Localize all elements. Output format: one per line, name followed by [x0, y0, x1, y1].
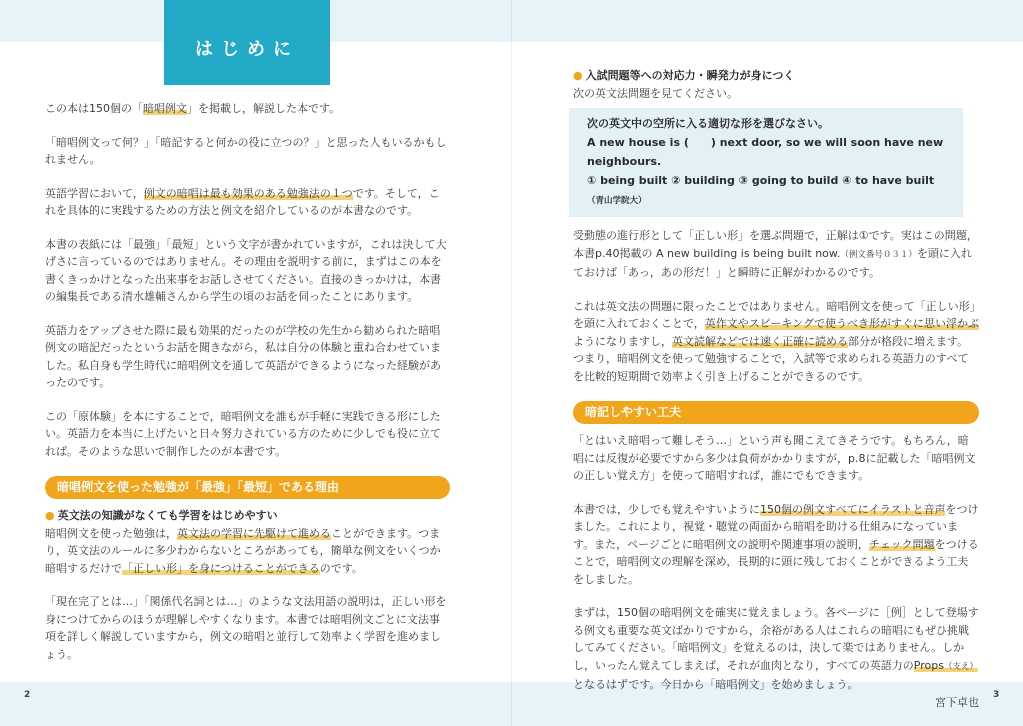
bullet-heading-grammar [45, 507, 450, 525]
bullet-dot-icon: ● [573, 69, 583, 82]
quiz-sentence: A new house is ( ) next door, so we will soon have new neighbours. [587, 136, 944, 168]
right-intro: 次の英文法問題を見てください。 [573, 86, 738, 100]
text-run: 英文法の学習に先駆けて進める [177, 526, 331, 540]
page-title: はじめに [164, 0, 330, 85]
left-page-column [45, 100, 450, 679]
text-run: を頭に入れておけば「あっ，あの形だ！」と瞬時に正解がわかるのです。 [573, 246, 972, 279]
left-paragraph-4: 本書の表紙には「最強」「最短」という文字が書かれていますが，これは決して大げさに言っているのではありません。その理由を説明する前に，まずはこの本を書くきっかけとなった出来事をお話しさせてください。直接のきっかけは，本書の編集長である清水雄輔さんから学生の頃のお話を伺ったことにあります。 [45, 237, 447, 303]
bullet-dot-icon: ● [45, 509, 55, 522]
left-paragraph-8: 「現在完了とは…」「関係代名詞とは…」のような文法用語の説明は，正しい形を身につけてからのほうが理解しやすくなります。本書では暗唱例文ごとに文法事項を詳しく解説していますから，例文の暗唱と並行して効率よく学習を進めましょう。 [45, 595, 447, 661]
right-paragraph-3: 「とはいえ暗唱って難しそう…」という声も聞こえてきそうです。もちろん，暗唱には反復が必要ですから多少は負荷がかかりますが，p.8に記載した「暗唱例文の正しい覚え方」を使って暗唱すれば，誰にでもできます。 [573, 434, 976, 482]
text-run: これは英文法の問題に限ったことではありません。暗唱例文を使って「正しい形」を頭に入れておくことで， [573, 299, 976, 330]
left-paragraph-1 [45, 100, 450, 118]
text-run: 」を掲載し，解説した本です。 [187, 102, 341, 115]
left-paragraph-5: 英語力をアップさせた際に最も効果的だったのが学校の先生から勧められた暗唱例文の暗記だったというお話を聞きながら，私は自分の体験と重ね合わせていました。私自身も学生時代に暗唱例文を通して英語ができるようになった経験があったのです。 [45, 323, 441, 389]
author-signature: 宮下卓也 [935, 695, 979, 709]
text-run: 英作文やスピーキングで使うべき形がすぐに思い浮かぶ [704, 317, 980, 330]
quiz-source: （青山学院大） [587, 196, 647, 206]
text-run: のです。 [319, 561, 363, 575]
text-run: 150個の例文すべてにイラストと音声 [760, 502, 946, 516]
text-run: 暗唱例文 [143, 102, 187, 115]
text-run: 受動態の進行形として「正しい形」を選ぶ問題で，正解は①です。実はこの問題，本書p.40掲載の A new building is being built now. [573, 229, 978, 260]
bullet-heading-text: 入試問題等への対応力・瞬発力が身につく [585, 69, 795, 82]
text-run: 暗唱例文を使った勉強は， [45, 526, 177, 540]
text-run: ようになりますし， [573, 334, 672, 348]
text-run: となるはずです。今日から「暗唱例文」を始めましょう。 [573, 678, 859, 691]
bullet-heading-text: 英文法の知識がなくても学習をはじめやすい [57, 509, 278, 522]
text-run: をつけました。これにより，視覚・聴覚の両面から暗唱を助ける仕組みになっています。また，ページごとに暗唱例文の説明や関連事項の説明， [573, 502, 979, 551]
text-run: 英語学習において， [45, 186, 144, 200]
quiz-box [569, 108, 963, 217]
left-paragraph-7 [45, 525, 450, 578]
text-run: です。そして，これを具体的に実践するための方法と例文を紹介しているのが本書なのです。 [45, 186, 440, 217]
text-run: Props [913, 658, 944, 672]
text-run: この本は150個の「 [45, 102, 143, 115]
text-run: をつけることで，暗唱例文の理解を深め，長期的に頭に残しておくことができるよう工夫をしました。 [573, 537, 979, 586]
page-number-right: 3 [993, 690, 1000, 700]
text-run: （支え） [943, 661, 978, 672]
text-run: （例文番号０３１） [840, 249, 917, 260]
right-paragraph-2 [573, 298, 979, 386]
right-page-column [573, 67, 979, 722]
text-run: 部分が格段に増えます。つまり，暗唱例文を使って勉強することで，入試等で求められる英語力のすべてを比較的短期間で効率よく引き上げることができるのです。 [573, 334, 969, 383]
quiz-choices: ① being built ② building ③ going to build ④ to have built [587, 174, 935, 187]
section-heading-reasons: 暗唱例文を使った勉強が「最強」「最短」である理由 [45, 476, 450, 499]
text-run: 英文読解などでは速く正確に読める [672, 334, 848, 348]
text-run: 「正しい形」を身につけることができる [122, 561, 320, 575]
section-heading-memorize: 暗記しやすい工夫 [573, 401, 979, 424]
left-paragraph-2: 「暗唱例文って何？」「暗記すると何かの役に立つの？」と思った人もいるかもしれません。 [45, 135, 447, 166]
right-paragraph-4 [573, 501, 979, 589]
page-number-left: 2 [24, 690, 31, 700]
page-gutter [511, 0, 512, 726]
right-paragraph-1 [573, 227, 979, 282]
right-paragraph-5 [573, 604, 979, 694]
bullet-heading-exam [573, 67, 979, 85]
left-paragraph-3 [45, 185, 450, 220]
quiz-choices-row [587, 171, 953, 211]
text-run: まずは，150個の暗唱例文を確実に覚えましょう。各ページに［例］として登場する例文も重要な英文ばかりですから，余裕がある人はこれらの暗唱にもぜひ挑戦してみてください。「暗唱例文」を覚えるのは，決して楽ではありません。しかし，いったん覚えてしまえば，それが血肉となり，すべての英語力の [573, 606, 979, 672]
text-run: 例文の暗唱は最も効果のある勉強法の１つ [143, 186, 353, 200]
quiz-instruction: 次の英文中の空所に入る適切な形を選びなさい。 [587, 117, 829, 130]
left-paragraph-6: この「原体験」を本にすることで，暗唱例文を誰もが手軽に実践できる形にしたい。英語力を本当に上げたいと日々努力されている方のために少しでも役に立てれば。そのような思いで制作したのが本書です。 [45, 409, 441, 458]
text-run: ことができます。つまり，英文法のルールに多少わからないところがあっても，簡単な例文をいくつか暗唱するだけで [45, 526, 441, 575]
text-run: 本書では，少しでも覚えやすいように [573, 502, 760, 516]
text-run: チェック問題 [868, 537, 935, 551]
